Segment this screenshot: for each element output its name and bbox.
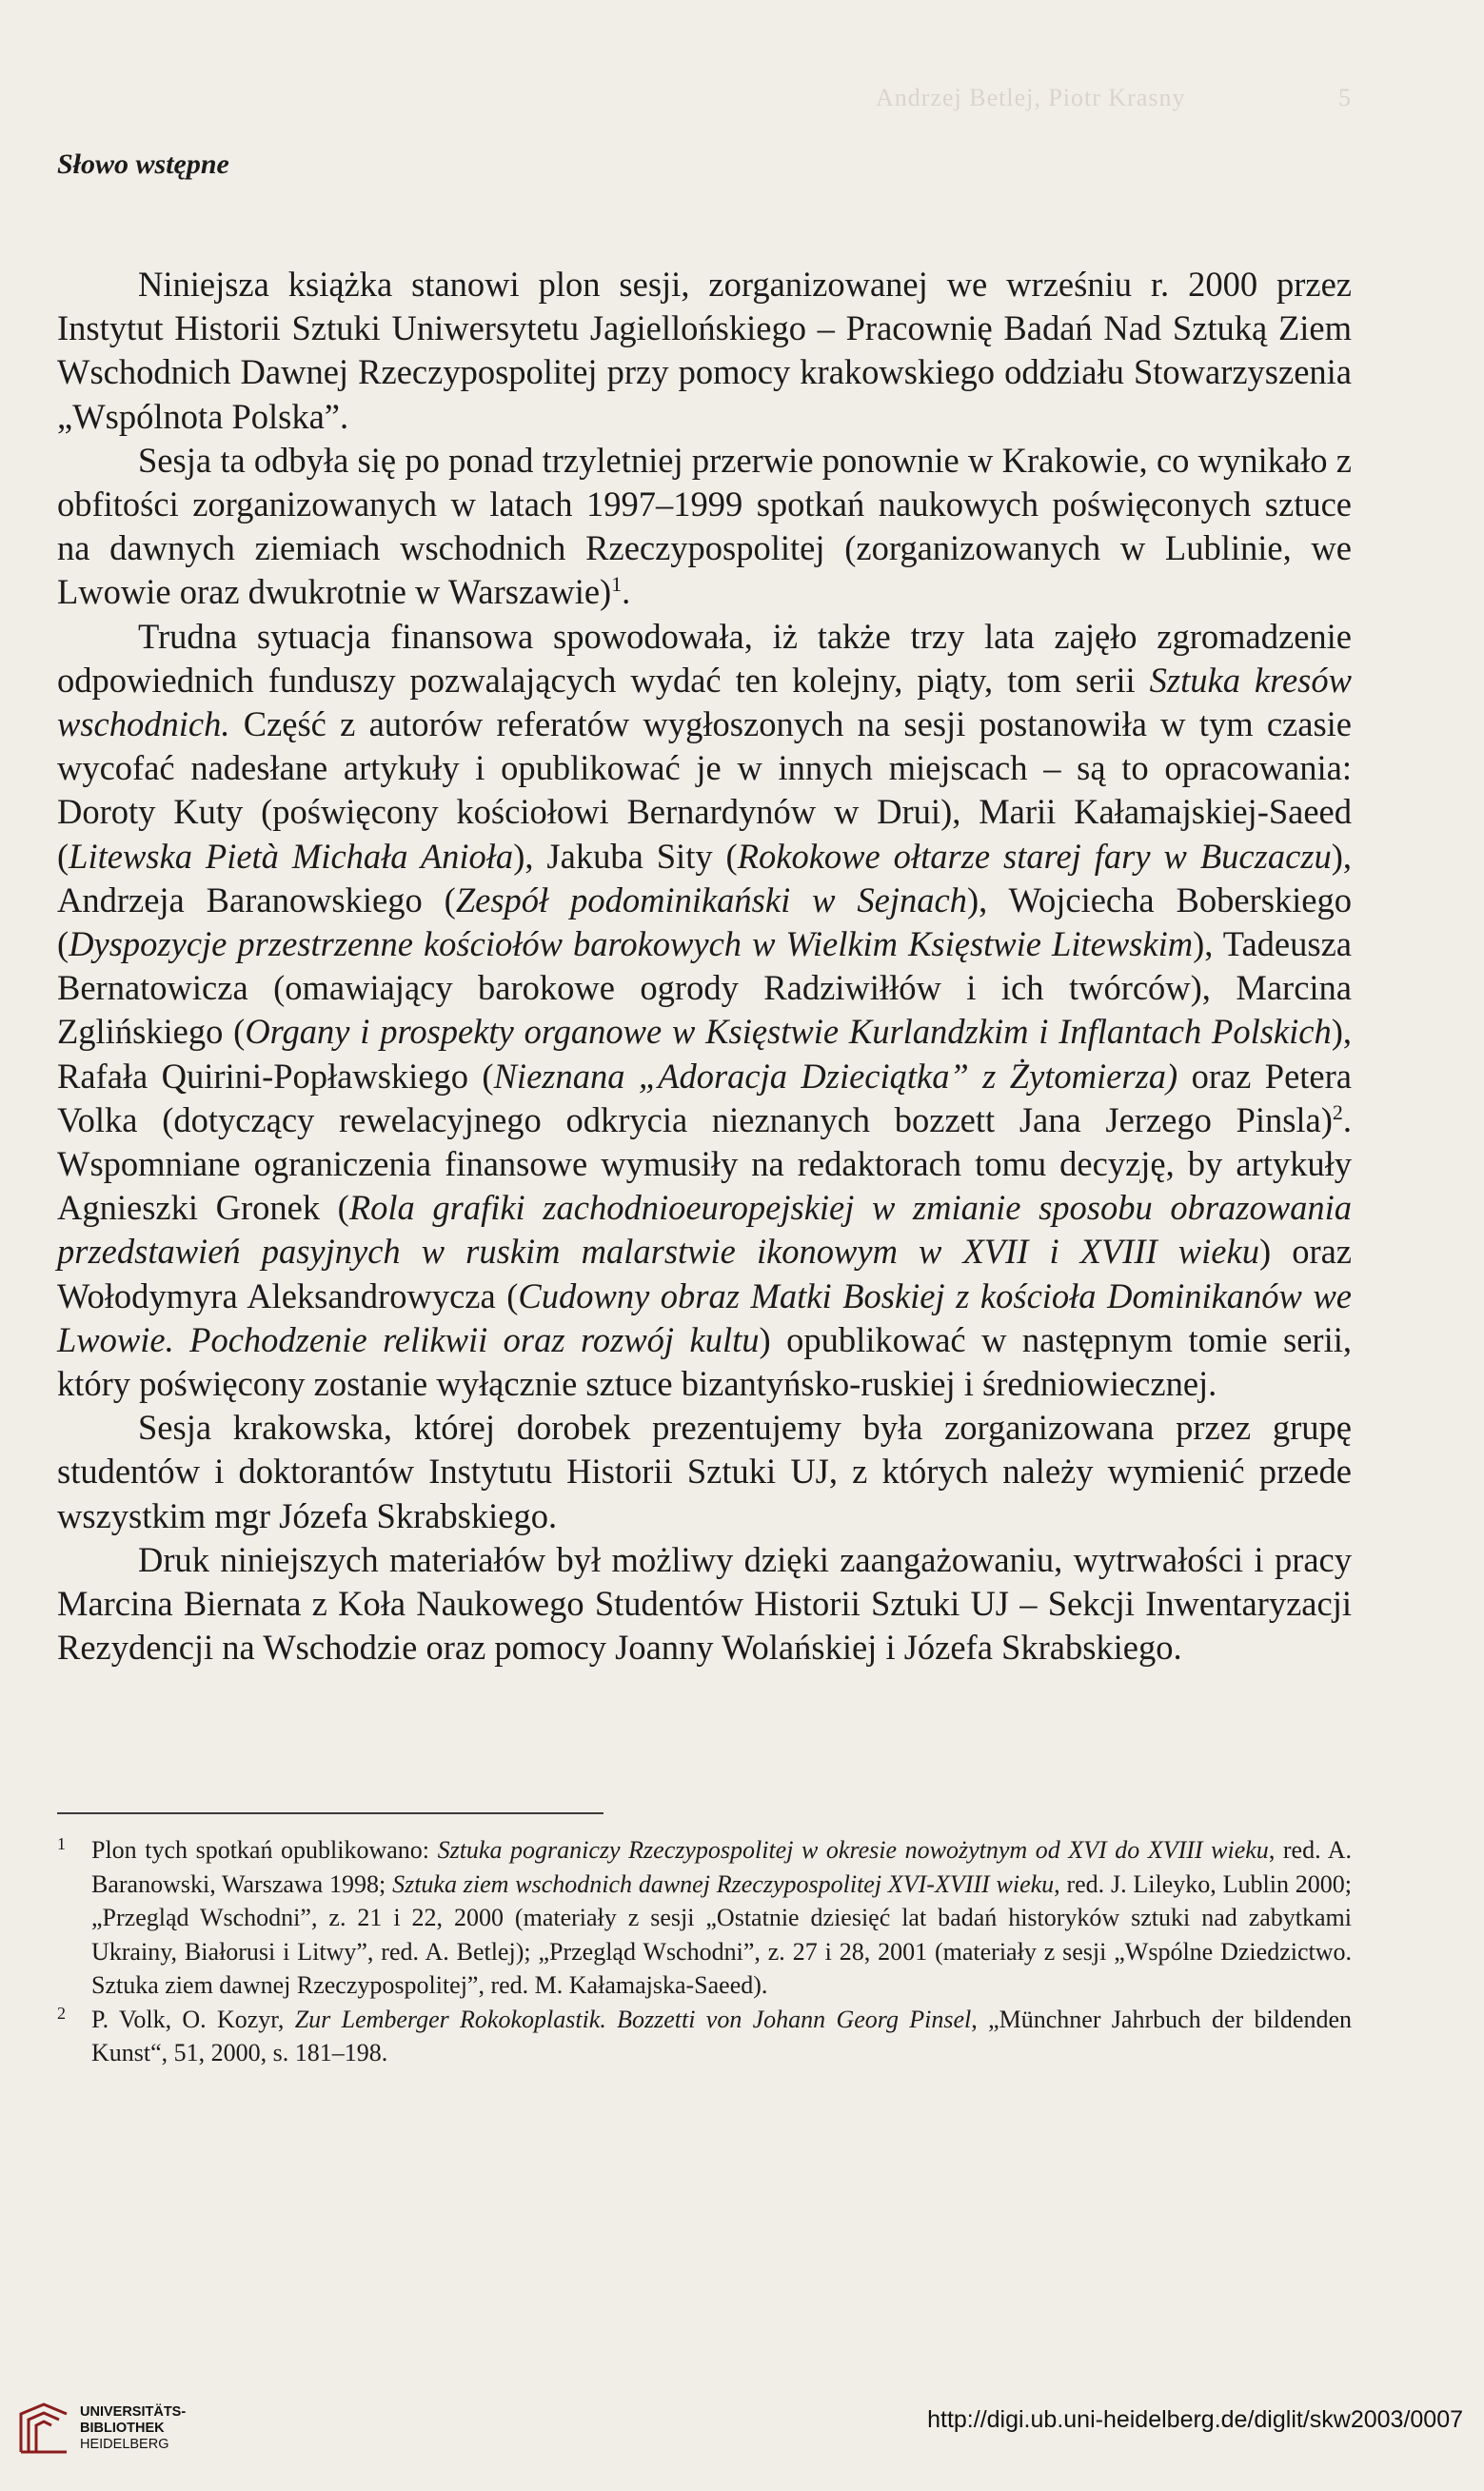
library-logo-icon [15, 2401, 72, 2458]
footnote-mark: 1 [57, 1834, 66, 1853]
paragraph: Druk niniejszych materiałów był możliwy dzięki zaangażowaniu, wytrwałości i pracy Marcina Biernata z Koła Naukowego Studentów Historii Sztuki UJ – Sekcji Inwentaryzacji Rezydencji na Wschodzie oraz pomocy Joanny Wolańskiej i Józefa Skrabskiego. [57, 1539, 1352, 1668]
paragraph: Sesja ta odbyła się po ponad trzyletniej przerwie ponownie w Krakowie, co wynikało z obfitości zorganizowanych w latach 1997–1999 spotkań naukowych poświęconych sztuce na dawnych ziemiach wschodnich Rzeczypospolitej (zorganizowanych w Lublinie, we Lwowie oraz dwukrotnie w Warszawie)$^1$. [57, 440, 1352, 612]
footnote-text: P. Volk, O. Kozyr, Zur Lemberger Rokokoplastik. Bozzetti von Johann Georg Pinsel, „Münchner Jahrbuch der bildenden Kunst“, 51, 2000, s. 181–198. [91, 2005, 1352, 2066]
page-heading: Słowo wstępne [57, 148, 229, 180]
library-logo-text [80, 2404, 186, 2453]
footnote-mark: 2 [57, 2003, 66, 2023]
logo-line: HEIDELBERG [80, 2437, 169, 2452]
logo-line: UNIVERSITÄTS- [80, 2404, 187, 2420]
footnote [57, 1833, 1352, 2003]
logo-line: BIBLIOTHEK [80, 2421, 165, 2436]
bleed-through-text: Andrzej Betlej, Piotr Krasny [876, 84, 1186, 111]
footnote-text: Plon tych spotkań opublikowano: Sztuka pograniczy Rzeczypospolitej w okresie nowożytnym od XVI do XVIII wieku, red. A. Baranowski, Warszawa 1998; Sztuka ziem wschodnich dawnej Rzeczypospolitej XVI-XVIII wieku, red. J. Lileyko, Lublin 2000; „Przegląd Wschodni”, z. 21 i 22, 2000 (materiały z sesji „Ostatnie dziesięć lat badań historyków sztuki nad zabytkami Ukrainy, Białorusi i Litwy”, red. A. Betlej); „Przegląd Wschodni”, z. 27 i 28, 2001 (materiały z sesji „Wspólne Dziedzictwo. Sztuka ziem dawnej Rzeczypospolitej”, red. M. Kałamajska-Saeed). [91, 1836, 1352, 1999]
paragraph: Trudna sytuacja finansowa spowodowała, iż także trzy lata zajęło zgromadzenie odpowiednich funduszy pozwalających wydać ten kolejny, piąty, tom serii Sztuka kresów wschodnich. Część z autorów referatów wygłoszonych na sesji postanowiła w tym czasie wycofać nadesłane artykuły i opublikować je w innych miejscach – są to opracowania: Doroty Kuty (poświęcony kościołowi Bernardynów w Drui), Marii Kałamajskiej-Saeed (Litewska Pietà Michała Anioła), Jakuba Sity (Rokokowe ołtarze starej fary w Buczaczu), Andrzeja Baranowskiego (Zespół podominikański w Sejnach), Wojciecha Boberskiego (Dyspozycje przestrzenne kościołów barokowych w Wielkim Księstwie Litewskim), Tadeusza Bernatowicza (omawiający barokowe ogrody Radziwiłłów i ich twórców), Marcina Zglińskiego (Organy i prospekty organowe w Księstwie Kurlandzkim i Inflantach Polskich), Rafała Quirini-Popławskiego (Nieznana „Adoracja Dzieciątka” z Żytomierza) oraz Petera Volka (dotyczący rewelacyjnego odkrycia nieznanych bozzett Jana Jerzego Pinsla)$^2$. Wspomniane ograniczenia finansowe wymusiły na redaktorach tomu decyzję, by artykuły Agnieszki Gronek (Rola grafiki zachodnioeuropejskiej w zmianie sposobu obrazowania przedstawień pasyjnych w ruskim malarstwie ikonowym w XVII i XVIII wieku) oraz Wołodymyra Aleksandrowycza (Cudowny obraz Matki Boskiej z kościoła Dominikanów we Lwowie. Pochodzenie relikwii oraz rozwój kultu) opublikować w następnym tomie serii, który poświęcony zostanie wyłącznie sztuce bizantyńsko-ruskiej i średniowiecznej. [57, 616, 1353, 1404]
footnotes [57, 1833, 1352, 2070]
source-url-link[interactable]: http://digi.ub.uni-heidelberg.de/diglit/skw2003/0007 [927, 2406, 1463, 2433]
paragraph: Sesja krakowska, której dorobek prezentujemy była zorganizowana przez grupę studentów i doktorantów Instytutu Historii Sztuki UJ, z których należy wymienić przede wszystkim mgr Józefa Skrabskiego. [57, 1408, 1352, 1535]
bleed-through-page-number: 5 [1338, 84, 1352, 111]
footnote-separator [57, 1812, 603, 1814]
body-text [57, 263, 1352, 1671]
footnote [57, 2003, 1352, 2070]
library-logo[interactable] [15, 2401, 225, 2458]
paragraph: Niniejsza książka stanowi plon sesji, zorganizowanej we wrześniu r. 2000 przez Instytut Historii Sztuki Uniwersytetu Jagiellońskiego – Pracownię Badań Nad Sztuką Ziem Wschodnich Dawnej Rzeczypospolitej przy pomocy krakowskiego oddziału Stowarzyszenia „Wspólnota Polska”. [57, 265, 1352, 436]
